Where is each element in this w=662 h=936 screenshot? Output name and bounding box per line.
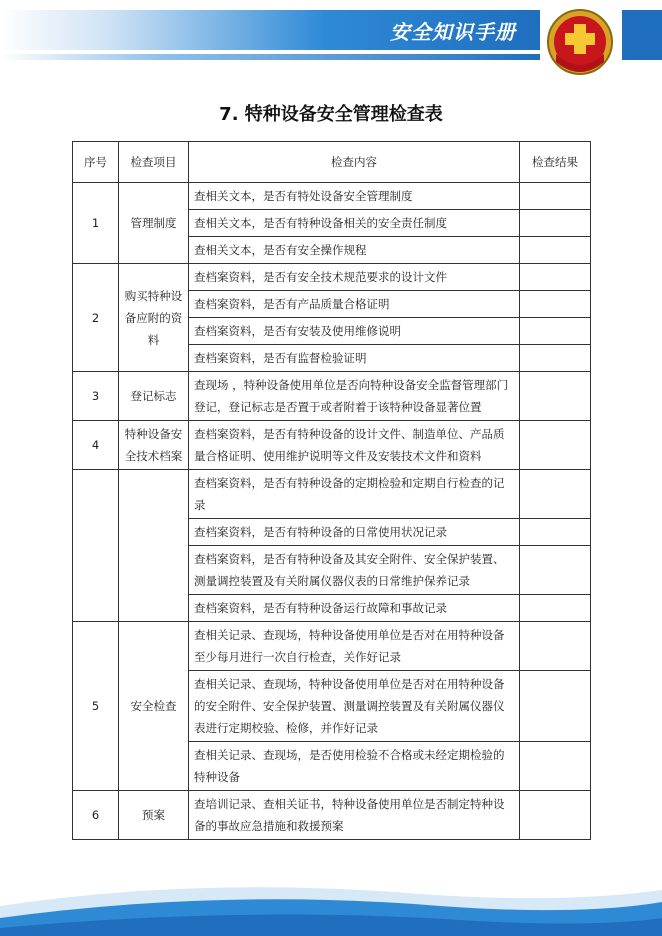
banner-title: 安全知识手册: [390, 20, 516, 44]
table-body: [73, 183, 591, 840]
row-check-content: 查现场 ，特种设备使用单位是否向特种设备安全监督管理部门登记，登记标志是否置于或者附着于该特种设备显著位置: [189, 372, 520, 421]
row-check-item: 特种设备安全技术档案: [119, 421, 189, 470]
row-check-result[interactable]: [520, 791, 591, 840]
row-check-result[interactable]: [520, 210, 591, 237]
header-item: 检查项目: [119, 142, 189, 183]
header-seq: 序号: [73, 142, 119, 183]
safety-cross-emblem-icon: [544, 6, 616, 78]
row-check-content: 查相关记录、查现场，特种设备使用单位是否对在用特种设备至少每月进行一次自行检查，关作好记录: [189, 622, 520, 671]
row-check-result[interactable]: [520, 546, 591, 595]
row-check-content: 查相关文本，是否有安全操作规程: [189, 237, 520, 264]
row-seq: 1: [73, 183, 119, 264]
row-check-item: 安全检查: [119, 622, 189, 791]
row-check-item: [119, 470, 189, 622]
row-check-content: 查档案资料，是否有监督检验证明: [189, 345, 520, 372]
row-check-result[interactable]: [520, 183, 591, 210]
row-check-result[interactable]: [520, 318, 591, 345]
row-check-content: 查档案资料，是否有产品质量合格证明: [189, 291, 520, 318]
row-check-result[interactable]: [520, 622, 591, 671]
row-check-content: 查档案资料，是否有安装及使用维修说明: [189, 318, 520, 345]
header-right-block: [622, 10, 662, 60]
row-check-result[interactable]: [520, 470, 591, 519]
row-check-item: 管理制度: [119, 183, 189, 264]
row-seq: 2: [73, 264, 119, 372]
table-row: [73, 791, 591, 840]
footer-wave: [0, 866, 662, 936]
header-banner: [0, 10, 540, 50]
row-check-content: 查相关记录、查现场，特种设备使用单位是否对在用特种设备的安全附件、安全保护装置、测量调控装置及有关附属仪器仪表进行定期校验、检修，并作好记录: [189, 671, 520, 742]
row-check-item: 登记标志: [119, 372, 189, 421]
header-result: 检查结果: [520, 142, 591, 183]
row-check-result[interactable]: [520, 421, 591, 470]
inspection-table: [72, 141, 591, 840]
row-check-content: 查档案资料，是否有特种设备运行故障和事故记录: [189, 595, 520, 622]
row-check-result[interactable]: [520, 237, 591, 264]
table-row: [73, 264, 591, 291]
row-check-content: 查档案资料，是否有特种设备的日常使用状况记录: [189, 519, 520, 546]
row-check-content: 查档案资料，是否有特种设备的定期检验和定期自行检查的记录: [189, 470, 520, 519]
table-row: [73, 372, 591, 421]
row-seq: 3: [73, 372, 119, 421]
row-check-result[interactable]: [520, 264, 591, 291]
row-check-content: 查档案资料，是否有安全技术规范要求的设计文件: [189, 264, 520, 291]
row-check-result[interactable]: [520, 291, 591, 318]
table-header-row: [73, 142, 591, 183]
row-check-item: 预案: [119, 791, 189, 840]
row-check-result[interactable]: [520, 595, 591, 622]
row-seq: 5: [73, 622, 119, 791]
row-check-result[interactable]: [520, 671, 591, 742]
row-seq: [73, 470, 119, 622]
row-check-content: 查培训记录、查相关证书，特种设备使用单位是否制定特种设备的事故应急措施和救援预案: [189, 791, 520, 840]
table-row: [73, 622, 591, 671]
row-check-result[interactable]: [520, 372, 591, 421]
row-check-result[interactable]: [520, 519, 591, 546]
table-row: [73, 470, 591, 519]
page-title: 7. 特种设备安全管理检查表: [219, 104, 443, 125]
row-check-content: 查相关文本，是否有特处设备安全管理制度: [189, 183, 520, 210]
row-check-result[interactable]: [520, 742, 591, 791]
row-check-result[interactable]: [520, 345, 591, 372]
row-seq: 4: [73, 421, 119, 470]
row-check-content: 查档案资料，是否有特种设备及其安全附件、安全保护装置、测量调控装置及有关附属仪器仪表的日常维护保养记录: [189, 546, 520, 595]
row-check-content: 查相关文本，是否有特种设备相关的安全责任制度: [189, 210, 520, 237]
header-content: 检查内容: [189, 142, 520, 183]
table-row: [73, 183, 591, 210]
header-underline: [0, 54, 540, 60]
row-check-content: 查相关记录、查现场，是否使用检验不合格或未经定期检验的特种设备: [189, 742, 520, 791]
table-row: [73, 421, 591, 470]
row-check-item: 购买特种设备应附的资料: [119, 264, 189, 372]
row-seq: 6: [73, 791, 119, 840]
row-check-content: 查档案资料，是否有特种设备的设计文件、制造单位、产品质量合格证明、使用维护说明等文件及安装技术文件和资料: [189, 421, 520, 470]
